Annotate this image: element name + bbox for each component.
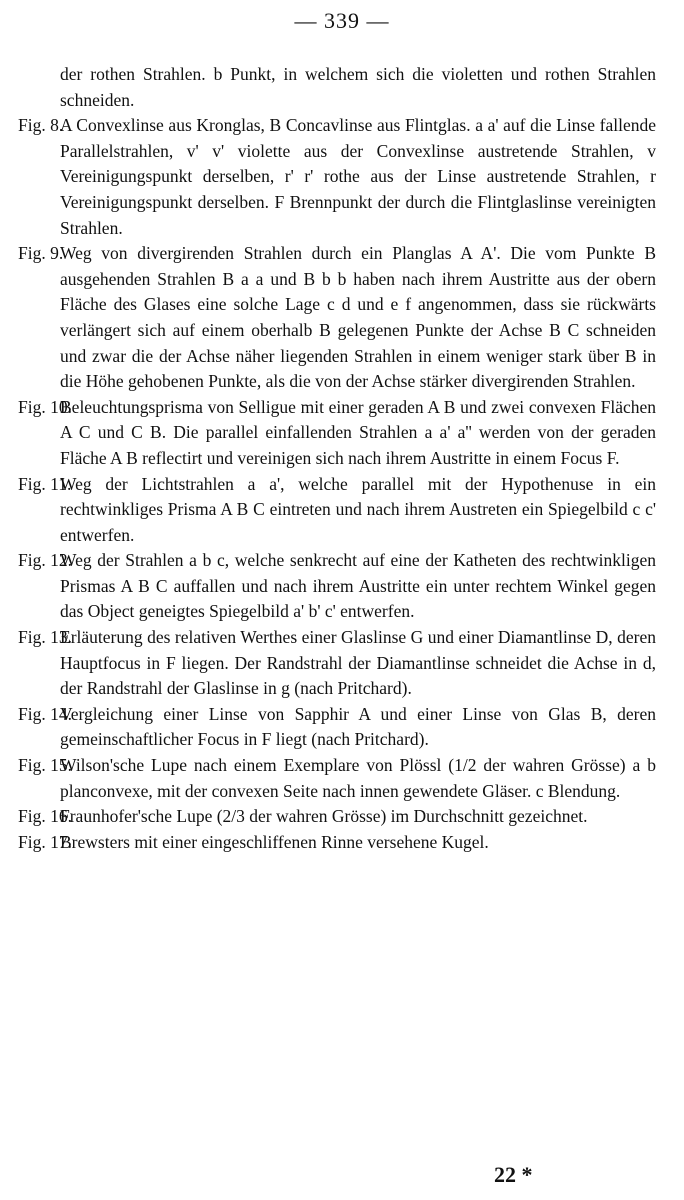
- caption-text: Beleuchtungsprisma von Selligue mit einer geraden A B und zwei convexen Flächen A C und C B. Die parallel einfallenden Strahlen a a' a'' werden von der geraden Fläche A B reflectirt und vereinigen sich nach ihrem Austritte in einem Focus F.: [60, 396, 656, 468]
- figure-label: Fig. 13.: [18, 627, 72, 648]
- figure-label: Fig. 10.: [18, 396, 72, 417]
- caption-fig-11: [0, 472, 684, 549]
- figure-label: Fig. 9.: [18, 243, 64, 264]
- figure-captions-list: [0, 62, 684, 855]
- figure-label: Fig. 14.: [18, 703, 72, 724]
- caption-text: Weg der Lichtstrahlen a a', welche parallel mit der Hypothenuse in ein rechtwinkliges Prisma A B C eintreten und nach ihrem Austreten ein Spiegelbild c c' entwerfen.: [60, 473, 656, 545]
- figure-label: Fig. 17.: [18, 831, 72, 852]
- figure-label: Fig. 11.: [18, 473, 72, 494]
- caption-text: Fraunhofer'sche Lupe (2/3 der wahren Grösse) im Durchschnitt gezeichnet.: [60, 806, 588, 827]
- caption-text: Brewsters mit einer eingeschliffenen Rinne versehene Kugel.: [60, 831, 489, 852]
- signature-mark: 22 *: [494, 1162, 533, 1187]
- caption-fig-16: [0, 804, 684, 830]
- caption-text: Weg der Strahlen a b c, welche senkrecht auf eine der Katheten des rechtwinkligen Prismas A B C auffallen und nach ihrem Austritte ein unter rechtem Winkel gegen das Object geneigtes Spiegelbild a' b' c' entwerfen.: [60, 550, 656, 622]
- caption-fig-12: [0, 548, 684, 625]
- caption-continuation: [0, 62, 684, 113]
- figure-label: Fig. 15.: [18, 755, 72, 776]
- caption-fig-10: [0, 395, 684, 472]
- caption-text: A Convexlinse aus Kronglas, B Concavlinse aus Flintglas. a a' auf die Linse fallende Parallelstrahlen, v' v' violette aus der Convexlinse austretende Strahlen, v Vereinigungspunkt derselben, r' r' rothe aus der Linse austretende Strahlen, r Vereinigungspunkt derselben. F Brennpunkt der durch die Flintglaslinse vereinigten Strahlen.: [60, 115, 656, 238]
- caption-fig-8: [0, 113, 684, 241]
- caption-text: Vergleichung einer Linse von Sapphir A und einer Linse von Glas B, deren gemeinschaftlicher Focus in F liegt (nach Pritchard).: [60, 703, 656, 750]
- caption-text: der rothen Strahlen. b Punkt, in welchem sich die violetten und rothen Strahlen schneiden.: [60, 64, 656, 110]
- caption-fig-9: [0, 241, 684, 395]
- caption-text: Erläuterung des relativen Werthes einer Glaslinse G und einer Diamantlinse D, deren Hauptfocus in F liegen. Der Randstrahl der Diamantlinse schneidet die Achse in d, der Randstrahl der Glaslinse in g (nach Pritchard).: [60, 627, 656, 699]
- figure-label: Fig. 12.: [18, 550, 72, 571]
- caption-fig-13: [0, 625, 684, 702]
- figure-label: Fig. 8.: [18, 115, 64, 136]
- page-number: — 339 —: [294, 8, 390, 33]
- caption-fig-17: [0, 830, 684, 856]
- figure-label: Fig. 16.: [18, 806, 72, 827]
- caption-fig-15: [0, 753, 684, 804]
- caption-fig-14: [0, 702, 684, 753]
- caption-text: Wilson'sche Lupe nach einem Exemplare von Plössl (1/2 der wahren Grösse) a b planconvexe, mit der convexen Seite nach innen gewendete Gläser. c Blendung.: [60, 755, 656, 801]
- caption-text: Weg von divergirenden Strahlen durch ein Planglas A A'. Die vom Punkte B ausgehenden Strahlen B a a und B b b haben nach ihrem Austritte aus der obern Fläche des Glases eine solche Lage c d und e f angenommen, dass sie rückwärts verlängert sich auf einem oberhalb B gelegenen Punkte der Achse B C schneiden und zwar die der Achse näher liegenden Strahlen in einem weniger stark über B in die Höhe gehobenen Punkte, als die von der Achse stärker divergirenden Strahlen.: [60, 243, 656, 392]
